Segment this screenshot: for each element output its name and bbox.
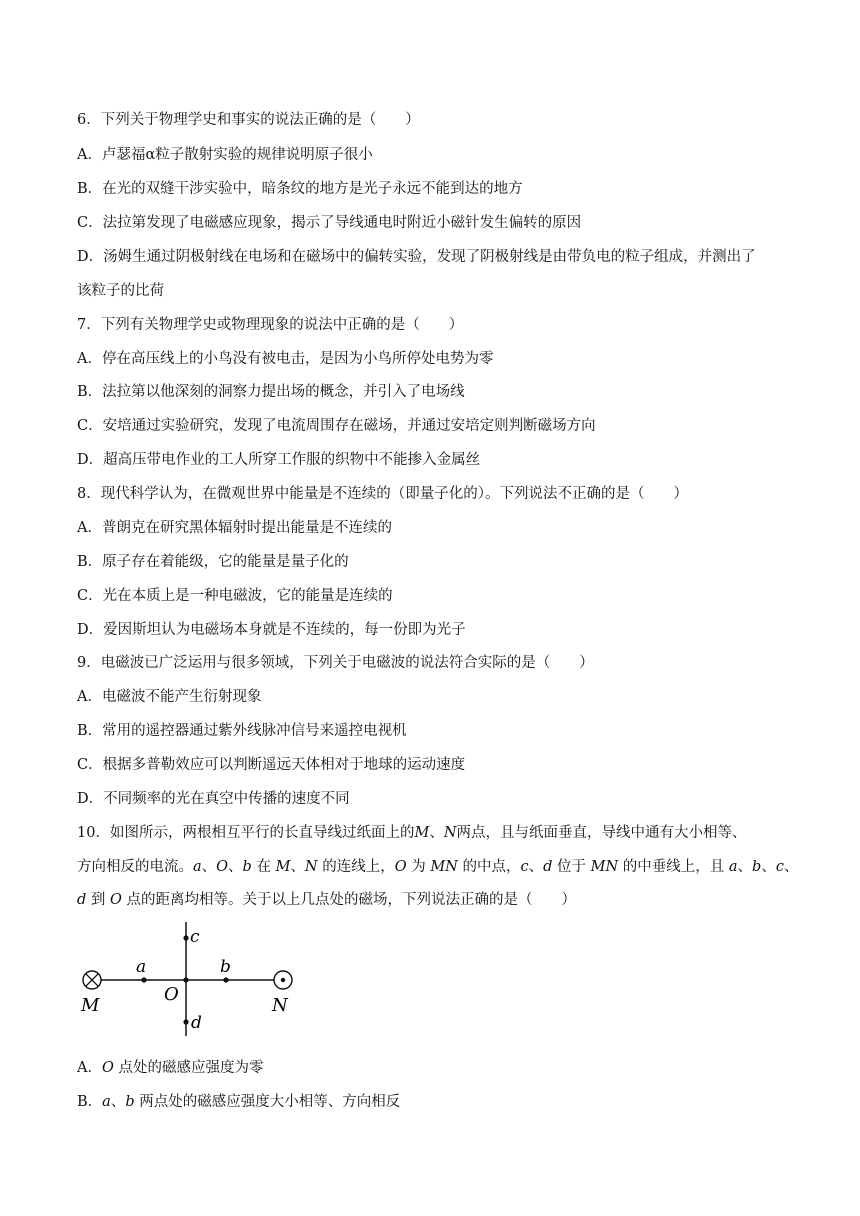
label-c: c bbox=[190, 927, 200, 947]
q7-option-c: C．安培通过实验研究，发现了电流周围存在磁场，并通过安培定则判断磁场方向 bbox=[77, 418, 596, 434]
q9-option-c: C．根据多普勒效应可以判断遥远天体相对于地球的运动速度 bbox=[77, 757, 466, 773]
q10-option-a: A．O 点处的磁感应强度为零 bbox=[77, 1060, 264, 1076]
q6-option-d-cont: 该粒子的比荷 bbox=[77, 283, 164, 299]
q7-option-b: B．法拉第以他深刻的洞察力提出场的概念，并引入了电场线 bbox=[77, 384, 465, 400]
q6-option-b: B．在光的双缝干涉实验中，暗条纹的地方是光子永远不能到达的地方 bbox=[77, 181, 523, 197]
q8-option-c: C．光在本质上是一种电磁波，它的能量是连续的 bbox=[77, 588, 393, 604]
current-out-of-page-icon bbox=[274, 971, 292, 989]
point-o-dot bbox=[183, 977, 188, 982]
point-d-dot bbox=[183, 1019, 188, 1024]
q7-option-d: D．超高压带电作业的工人所穿工作服的织物中不能掺入金属丝 bbox=[77, 452, 481, 468]
q9-option-b: B．常用的遥控器通过紫外线脉冲信号来遥控电视机 bbox=[77, 723, 407, 739]
q8-option-b: B．原子存在着能级，它的能量是量子化的 bbox=[77, 554, 349, 570]
label-b: b bbox=[220, 957, 231, 977]
current-into-page-icon bbox=[83, 971, 101, 989]
q6-option-d: D．汤姆生通过阴极射线在电场和在磁场中的偏转实验，发现了阴极射线是由带负电的粒子组成，并测出了 bbox=[77, 249, 756, 265]
q6-option-a: A．卢瑟福α粒子散射实验的规律说明原子很小 bbox=[77, 147, 373, 163]
q10-stem-line2: 方向相反的电流。a、O、b 在 M、N 的连线上，O 为 MN 的中点，c、d 位于 MN 的中垂线上，且 a、b、c、 bbox=[77, 859, 799, 875]
point-c-dot bbox=[183, 935, 188, 940]
q8-option-d: D．爱因斯坦认为电磁场本身就是不连续的，每一份即为光子 bbox=[77, 622, 466, 638]
label-a: a bbox=[136, 957, 147, 977]
q10-option-b: B．a、b 两点处的磁感应强度大小相等、方向相反 bbox=[77, 1094, 401, 1110]
q7-option-a: A．停在高压线上的小鸟没有被电击，是因为小鸟所停处电势为零 bbox=[77, 351, 494, 367]
label-m: M bbox=[81, 995, 100, 1016]
q9-option-d: D．不同频率的光在真空中传播的速度不同 bbox=[77, 791, 350, 807]
label-n: N bbox=[272, 995, 288, 1016]
label-o: O bbox=[164, 984, 179, 1005]
point-b-dot bbox=[223, 977, 228, 982]
q10-stem-line3: d 到 O 点的距离均相等。关于以上几点处的磁场，下列说法正确的是（ ） bbox=[77, 892, 577, 908]
label-d: d bbox=[191, 1013, 202, 1033]
q8-stem: 8．现代科学认为，在微观世界中能量是不连续的（即量子化的）。下列说法不正确的是（ ） bbox=[77, 486, 688, 502]
q6-stem: 6．下列关于物理学史和事实的说法正确的是（ ） bbox=[77, 112, 420, 128]
q7-stem: 7．下列有关物理学史或物理现象的说法中正确的是（ ） bbox=[77, 317, 464, 333]
q10-stem-line1: 10．如图所示，两根相互平行的长直导线过纸面上的M、N两点，且与纸面垂直，导线中通有大小相等、 bbox=[77, 825, 747, 841]
q8-option-a: A．普朗克在研究黑体辐射时提出能量是不连续的 bbox=[77, 520, 392, 536]
q9-stem: 9．电磁波已广泛运用与很多领域，下列关于电磁波的说法符合实际的是（ ） bbox=[77, 655, 594, 671]
q10-figure-diagram bbox=[78, 922, 300, 1044]
q9-option-a: A．电磁波不能产生衍射现象 bbox=[77, 689, 262, 705]
q6-option-c: C．法拉第发现了电磁感应现象，揭示了导线通电时附近小磁针发生偏转的原因 bbox=[77, 215, 582, 231]
point-a-dot bbox=[141, 977, 146, 982]
